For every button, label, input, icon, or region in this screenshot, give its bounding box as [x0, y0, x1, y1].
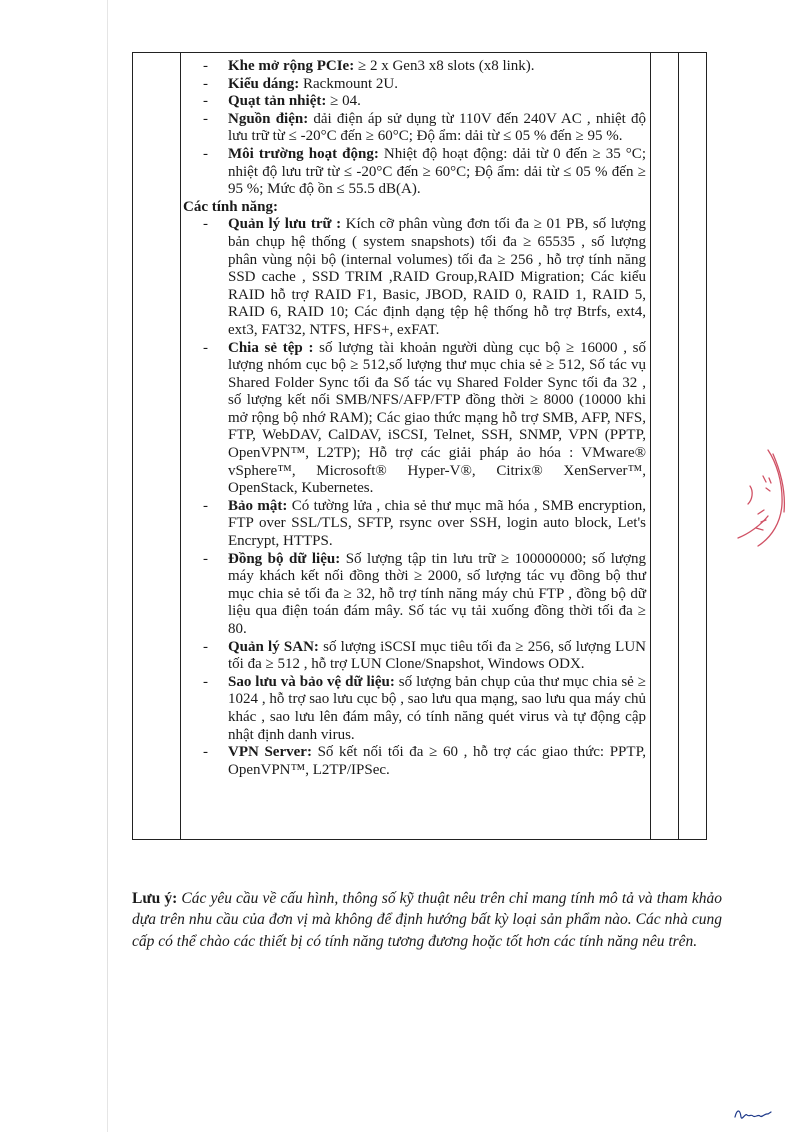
table-column-divider [180, 53, 181, 839]
item-label: Quản lý SAN: [228, 638, 319, 655]
list-item [183, 674, 646, 744]
features-title: Các tính năng: [183, 198, 279, 215]
seal-stamp-icon [728, 442, 788, 552]
item-text: số lượng bản chụp của thư mục chia sẻ ≥ 1024 , hỗ trợ sao lưu cục bộ , sao lưu qua mạng, sao lưu qua máy chủ khác , sao lưu lên đám mây, có tính năng quét virus và tự động cập nhật định danh virus. [228, 673, 647, 743]
scan-edge-line [107, 0, 108, 1132]
item-text: số lượng iSCSI mục tiêu tối đa ≥ 256, số lượng LUN tối đa ≥ 512 , hỗ trợ LUN Clone/Snapshot, Windows ODX. [228, 638, 646, 673]
note-label: Lưu ý: [132, 889, 178, 907]
list-item [183, 639, 646, 674]
list-item [183, 146, 646, 199]
item-text: ≥ 2 x Gen3 x8 slots (x8 link). [354, 58, 535, 74]
item-label: Bảo mật: [228, 497, 288, 514]
list-item [183, 498, 646, 551]
list-item [183, 58, 646, 76]
list-item [183, 340, 646, 498]
item-label: Quạt tản nhiệt: [228, 93, 327, 110]
list-item [183, 744, 646, 779]
signature-icon [733, 1105, 773, 1123]
features-list [183, 216, 646, 779]
list-item [183, 111, 646, 146]
item-text: ≥ 04. [326, 93, 361, 110]
spec-list [183, 58, 646, 199]
list-item [183, 76, 646, 94]
item-text: dải điện áp sử dụng từ 110V đến 240V AC , nhiệt độ lưu trữ từ ≤ -20°C đến ≥ 60°C; Độ ẩm: dải từ ≤ 05 % đến ≥ 95 %. [228, 110, 646, 145]
list-item [183, 216, 646, 339]
item-text: Rackmount 2U. [299, 75, 399, 92]
item-label: Chia sẻ tệp : [228, 339, 314, 356]
item-label: Nguồn điện: [228, 110, 309, 127]
item-text: Số kết nối tối đa ≥ 60 , hỗ trợ các giao thức: PPTP, OpenVPN™, L2TP/IPSec. [228, 744, 646, 778]
list-item [183, 93, 646, 111]
item-label: Môi trường hoạt động: [228, 145, 379, 162]
note-text: Các yêu cầu về cấu hình, thông số kỹ thuật nêu trên chỉ mang tính mô tả và tham khảo dựa trên nhu cầu của đơn vị mà không để định hướng bất kỳ loại sản phẩm nào. Các nhà cung cấp có thể chào các thiết bị có tính năng tương đương hoặc tốt hơn các tính năng nêu trên. [132, 889, 722, 950]
item-label: Kiểu dáng: [228, 75, 300, 92]
item-text: số lượng tài khoản người dùng cục bộ ≥ 16000 , số lượng nhóm cục bộ ≥ 512,số lượng thư mục chia sẻ ≥ 512, Số tác vụ Shared Folder Sync tối đa Số tác vụ Shared Folder Sync tối đa 32 , số lượng kết nối SMB/NFS/AFP/FTP đồng thời ≥ 8000 (10000 khi mở rộng bộ nhớ RAM); Các giao thức mạng hỗ trợ SMB, AFP, NFS, FTP, WebDAV, CalDAV, iSCSI, Telnet, SSH, SNMP, VPN (PPTP, OpenVPN™, L2TP); Hỗ trợ các giải pháp ảo hóa : VMware® vSphere™, Microsoft® Hyper-V®, Citrix® XenServer™, OpenStack, Kubernetes. [228, 339, 646, 497]
spec-cell-content [183, 58, 646, 779]
note-paragraph [132, 888, 722, 953]
item-label: Đồng bộ dữ liệu: [228, 550, 341, 567]
table-column-divider [650, 53, 651, 839]
item-label: Khe mở rộng PCIe: [228, 58, 355, 74]
table-column-divider [678, 53, 679, 839]
item-label: Sao lưu và bảo vệ dữ liệu: [228, 673, 395, 690]
item-text: Có tường lửa , chia sẻ thư mục mã hóa , SMB encryption, FTP over SSL/TLS, SFTP, rsync over SSH, login auto block, Let's Encrypt, HTTPS. [228, 497, 646, 550]
item-text: Kích cỡ phân vùng đơn tối đa ≥ 01 PB, số lượng bản chụp hệ thống ( system snapshots) tối đa ≥ 65535 , số lượng phân vùng nội bộ (internal volumes) tối đa ≥ 256 , hỗ trợ tính năng SSD cache , SSD TRIM ,RAID Group,RAID Migration; Các kiểu RAID hỗ trợ RAID F1, Basic, JBOD, RAID 0, RAID 1, RAID 5, RAID 6, RAID 10; Các định dạng tệp hệ thống hỗ trợ Btrfs, ext4, ext3, FAT32, NTFS, HFS+, exFAT. [228, 216, 646, 338]
item-label: Quản lý lưu trữ : [228, 216, 342, 233]
item-text: Nhiệt độ hoạt động: dải từ 0 đến ≥ 35 °C; nhiệt độ lưu trữ từ ≤ -20°C đến ≥ 60°C; Độ ẩm: dải từ ≤ 05 % đến ≥ 95 %; Mức độ ồn ≤ 55.5 dB(A). [228, 145, 646, 198]
spec-table [132, 52, 707, 840]
list-item [183, 551, 646, 639]
item-text: Số lượng tập tin lưu trữ ≥ 100000000; số lượng máy khách kết nối đồng thời ≥ 2000, số lượng tác vụ đồng bộ thư mục chia sẻ tối đa ≥ 32, hỗ trợ tính năng máy chủ FTP , đồng bộ dữ liệu qua điện toán đám mây. Số tác vụ tải xuống đồng thời tối đa ≥ 80. [228, 550, 646, 637]
item-label: VPN Server: [228, 744, 312, 761]
